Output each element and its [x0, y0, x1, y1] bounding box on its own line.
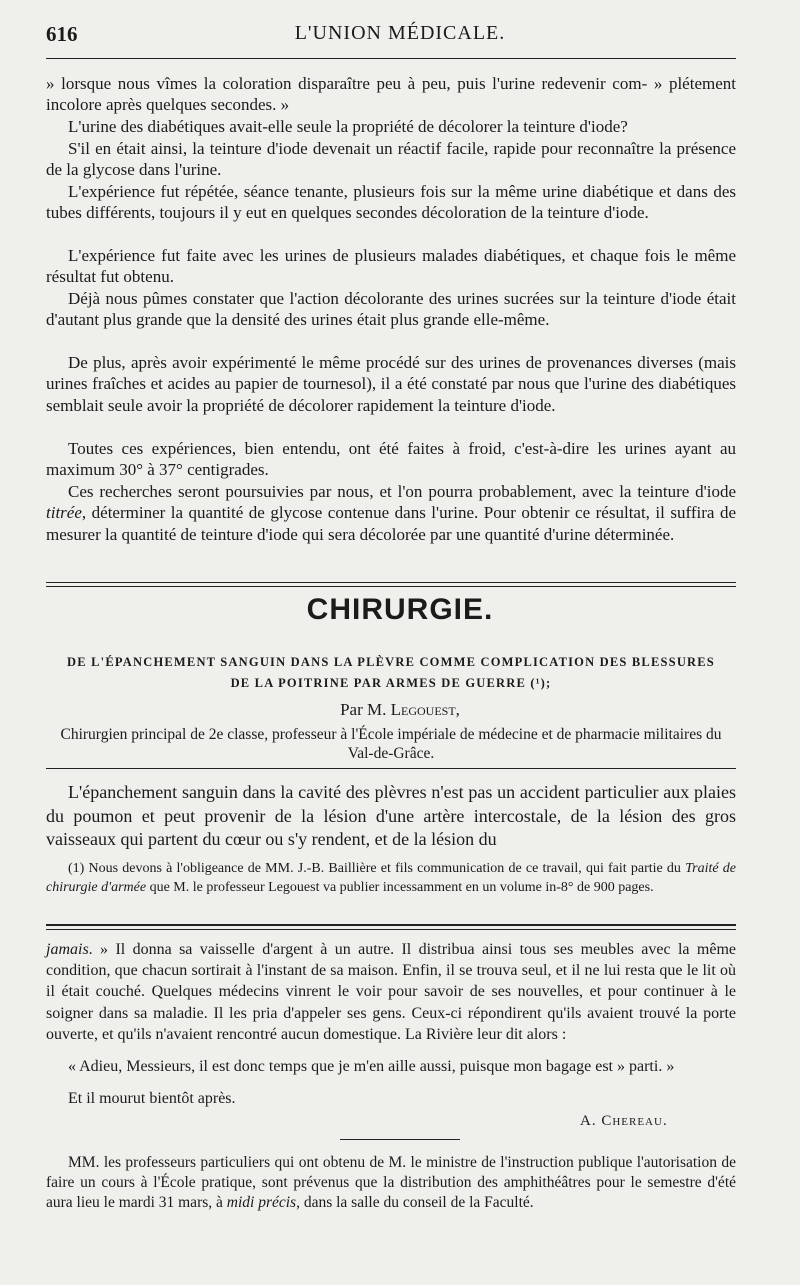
feuilleton-rule — [46, 924, 736, 926]
notice-rule — [340, 1139, 460, 1140]
signature: A. Chereau. — [580, 1113, 668, 1129]
paragraph-question: L'urine des diabétiques avait-elle seule la propriété de décolorer la teinture d'iode? — [68, 117, 628, 136]
feuilleton-quote: « Adieu, Messieurs, il est donc temps que je m'en aille aussi, puisque mon bagage est » parti. » — [68, 1058, 675, 1075]
article-rule — [46, 768, 736, 769]
paragraph-cold: Toutes ces expériences, bien entendu, ont été faites à froid, c'est-à-dire les urines ayant au maximum 30° à 37° centigrades. — [46, 439, 736, 480]
article-title: DE L'ÉPANCHEMENT SANGUIN DANS LA PLÈVRE COMME COMPLICATION DES BLESSURES DE LA POITRINE PAR ARMES DE GUERRE (¹); — [67, 655, 715, 690]
paragraph-research: Ces recherches seront poursuivies par nous, et l'on pourra probablement, avec la teinture d'iode titrée, déterminer la quantité de glycose contenue dans l'urine. Pour obtenir ce résultat, il suffira de mesurer la quantité de teinture d'iode qui sera décolorée par une quantité d'urine déterminée. — [46, 482, 736, 544]
article-body: L'épanchement sanguin dans la cavité des plèvres n'est pas un accident particulier aux plaies du poumon et peut provenir de la lésion d'une artère intercostale, de la lésion des gros vaisseaux qui partent du cœur ou s'y rendent, et de la lésion du — [46, 782, 736, 849]
footnote: (1) Nous devons à l'obligeance de MM. J.-B. Baillière et fils communication de ce travail, qui fait partie du Traité de chirurgie d'armée que M. le professeur Legouest va publier incessamment en un volume in-8° de 900 pages. — [46, 861, 737, 895]
page-number: 616 — [46, 22, 78, 46]
section-heading: CHIRURGIE. — [306, 593, 494, 626]
paragraph-quote-end: » lorsque nous vîmes la coloration disparaître peu à peu, puis l'urine redevenir com- » plétement incolore après quelques secondes. » — [46, 74, 736, 115]
notice-paragraph: MM. les professeurs particuliers qui ont obtenu de M. le ministre de l'instruction publique l'autorisation de faire un cours à l'École pratique, sont prévenus que la distribution des amphithéâtres pour le semestre d'été aura lieu le mardi 31 mars, à midi précis, dans la salle du conseil de la Faculté. — [46, 1154, 736, 1211]
header-rule — [46, 58, 736, 59]
section-rule-top — [46, 582, 736, 583]
paragraph-reagent: S'il en était ainsi, la teinture d'iode devenait un réactif facile, rapide pour reconnaître la présence de la glycose dans l'urine. — [46, 139, 736, 180]
journal-title: L'UNION MÉDICALE. — [294, 22, 506, 44]
paragraph-repeated: L'expérience fut répétée, séance tenante, plusieurs fois sur la même urine diabétique et dans des tubes différents, toujours il y eut en quelques secondes décoloration de la teinture d'iode. — [46, 182, 736, 223]
feuilleton-closing: Et il mourut bientôt après. — [68, 1090, 236, 1107]
section-rule-top-2 — [46, 586, 736, 587]
article-byline: Par M. Legouest, — [340, 700, 460, 719]
paragraph-provenances: De plus, après avoir expérimenté le même procédé sur des urines de provenances diverses (mais urines fraîches et acides au papier de tournesol), il a été constaté par nous que l'urine des diabétiques semblait seule avoir la propriété de décolorer rapidement la teinture d'iode. — [46, 353, 736, 415]
feuilleton-text: jamais. » Il donna sa vaisselle d'argent à un autre. Il distribua ainsi tous ses meubles avec la même condition, que chacun sortirait à l'instant de sa maison. Enfin, il se trouva seul, et il ne lui resta que le lit où il était couché. Quelques médecins vinrent le voir pour savoir de ses nouvelles, et pour continuer à le soigner dans sa maladie. Il les pria d'appeler ses gens. Ceux-ci répondirent qu'ils avaient trouvé la porte ouverte, et qu'ils n'avaient rencontré aucun domestique. La Rivière leur dit alors : — [46, 941, 736, 1043]
paragraph-density: Déjà nous pûmes constater que l'action décolorante des urines sucrées sur la teinture d'iode était d'autant plus grande que la densité des urines était plus grande elle-même. — [46, 289, 736, 330]
author-affiliation: Chirurgien principal de 2e classe, professeur à l'École impériale de médecine et de pharmacie militaires du Val-de-Grâce. — [60, 726, 722, 762]
page-header — [0, 22, 800, 52]
feuilleton-rule-2 — [46, 929, 736, 930]
paragraph-several-patients: L'expérience fut faite avec les urines de plusieurs malades diabétiques, et chaque fois le même résultat fut obtenu. — [46, 246, 736, 287]
